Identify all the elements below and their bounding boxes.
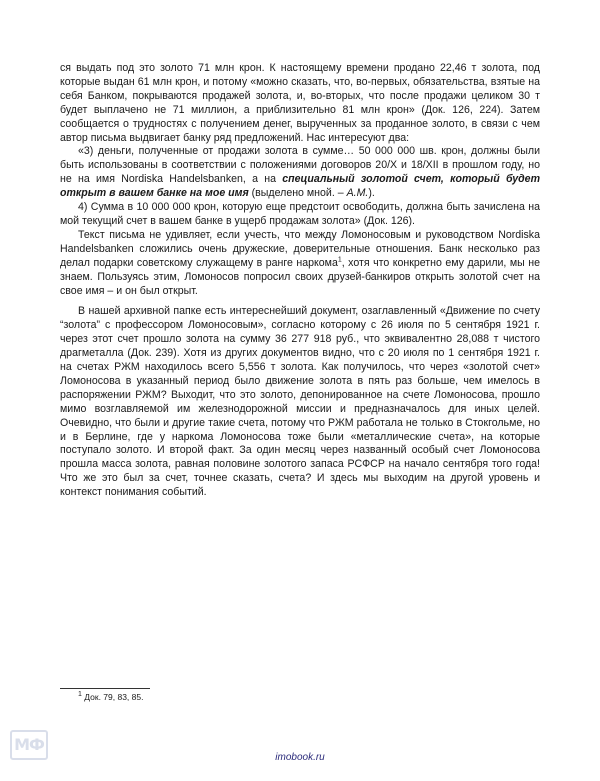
quote-text-end: ). <box>368 187 375 200</box>
site-link[interactable]: imobook.ru <box>275 752 325 763</box>
paragraph-5: В нашей архивной папке есть интереснейший документ, озаглавленный «Движение по счету “золота” с профессором Ломоносовым», согласно которому с 26 июля по 5 сентября 1921 г. через этот счет прошло золота на сумму 36 277 918 руб., что эквивалентно 28,088 т чистого драгметалла (Док. 239). Хотя из других документов видно, что с 20 июля по 1 сентября 1921 г. на счетах РЖМ находилось всего 5,556 т золота. Как получилось, что через «золотой счет» Ломоносова в указанный период было движение золота в пять раз больше, чем имелось в распоряжении РЖМ? Выходит, что это золото, депонированное на счете Ломоносова, прошло мимо возглавляемой им железнодорожной миссии и предназначалось для иных целей. Очевидно, что были и другие такие счета, потому что РЖМ работала не только в Стокгольме, но и в Берлине, где у наркома Ломоносова тоже были «металлические счета», на которые поступало золото. И второй факт. За один месяц через названный особый счет Ломоносова прошла масса золота, равная половине золотого запаса РСФСР на начало сентября того года! Что же это был за счет, точнее сказать, счета? И здесь мы выходим на другой уровень и контекст понимания событий. <box>60 305 540 499</box>
paragraph-3: 4) Сумма в 10 000 000 крон, которую еще предстоит освободить, должна быть зачислена на мой текущий счет в вашем банке в ущерб продажам золота» (Док. 126). <box>60 201 540 227</box>
footnote-divider <box>60 688 150 689</box>
paragraph-4 <box>60 229 540 299</box>
quote-text-mid: (выделено мной. – <box>248 187 347 200</box>
footnote-text: Док. 79, 83, 85. <box>84 692 144 702</box>
paragraph-4-end: , хотя что конкретно ему дарили, мы не знаем. Пользуясь этим, Ломоносов попросил своих друзей-банкиров открыть золотой счет на свое имя – и он был открыт. <box>60 256 540 297</box>
quote-emphasis: специальный золотой счет, который будет открыт в вашем банке на мое имя <box>60 173 540 200</box>
page-body <box>60 62 540 500</box>
footnote-ref[interactable]: 1 <box>337 256 342 264</box>
paragraph-1: ся выдать под это золото 71 млн крон. К настоящему времени продано 22,46 т золота, под которые выдан 61 млн крон, и потому «можно сказать, что, во-первых, обязательства, взятые на себя Банком, покрываются продажей золота, и, во-вторых, что после продажи целиком 30 т будет выплачено не 71 миллион, а приблизительно 81 млн крон» (Док. 126, 224). Затем сообщается о трудностях с получением денег, вырученных за проданное золото, в связи с чем автор письма выдвигает банку ряд предложений. Нас интересуют два: <box>60 62 540 144</box>
footnote-number: 1 <box>78 691 82 699</box>
paragraph-4-start: Текст письма не удивляет, если учесть, что между Ломоносовым и руководством Nordiska Handelsbanken сложились очень дружеские, доверительные отношения. Банк несколько раз делал подарки советскому служащему в ранге наркома <box>60 228 540 269</box>
quote-text-start: «3) деньги, полученные от продажи золота в сумме… 50 000 000 шв. крон, должны были быть использованы в соответствии с положениями договоров 20/X и 18/XII в прошлом году, но не на имя Nordiska Handelsbanken, а на <box>60 145 540 186</box>
publisher-logo-icon: МФ <box>10 730 48 760</box>
quote-author: А.М. <box>346 187 369 200</box>
footnote <box>78 692 143 703</box>
paragraph-2-quote <box>60 145 540 201</box>
